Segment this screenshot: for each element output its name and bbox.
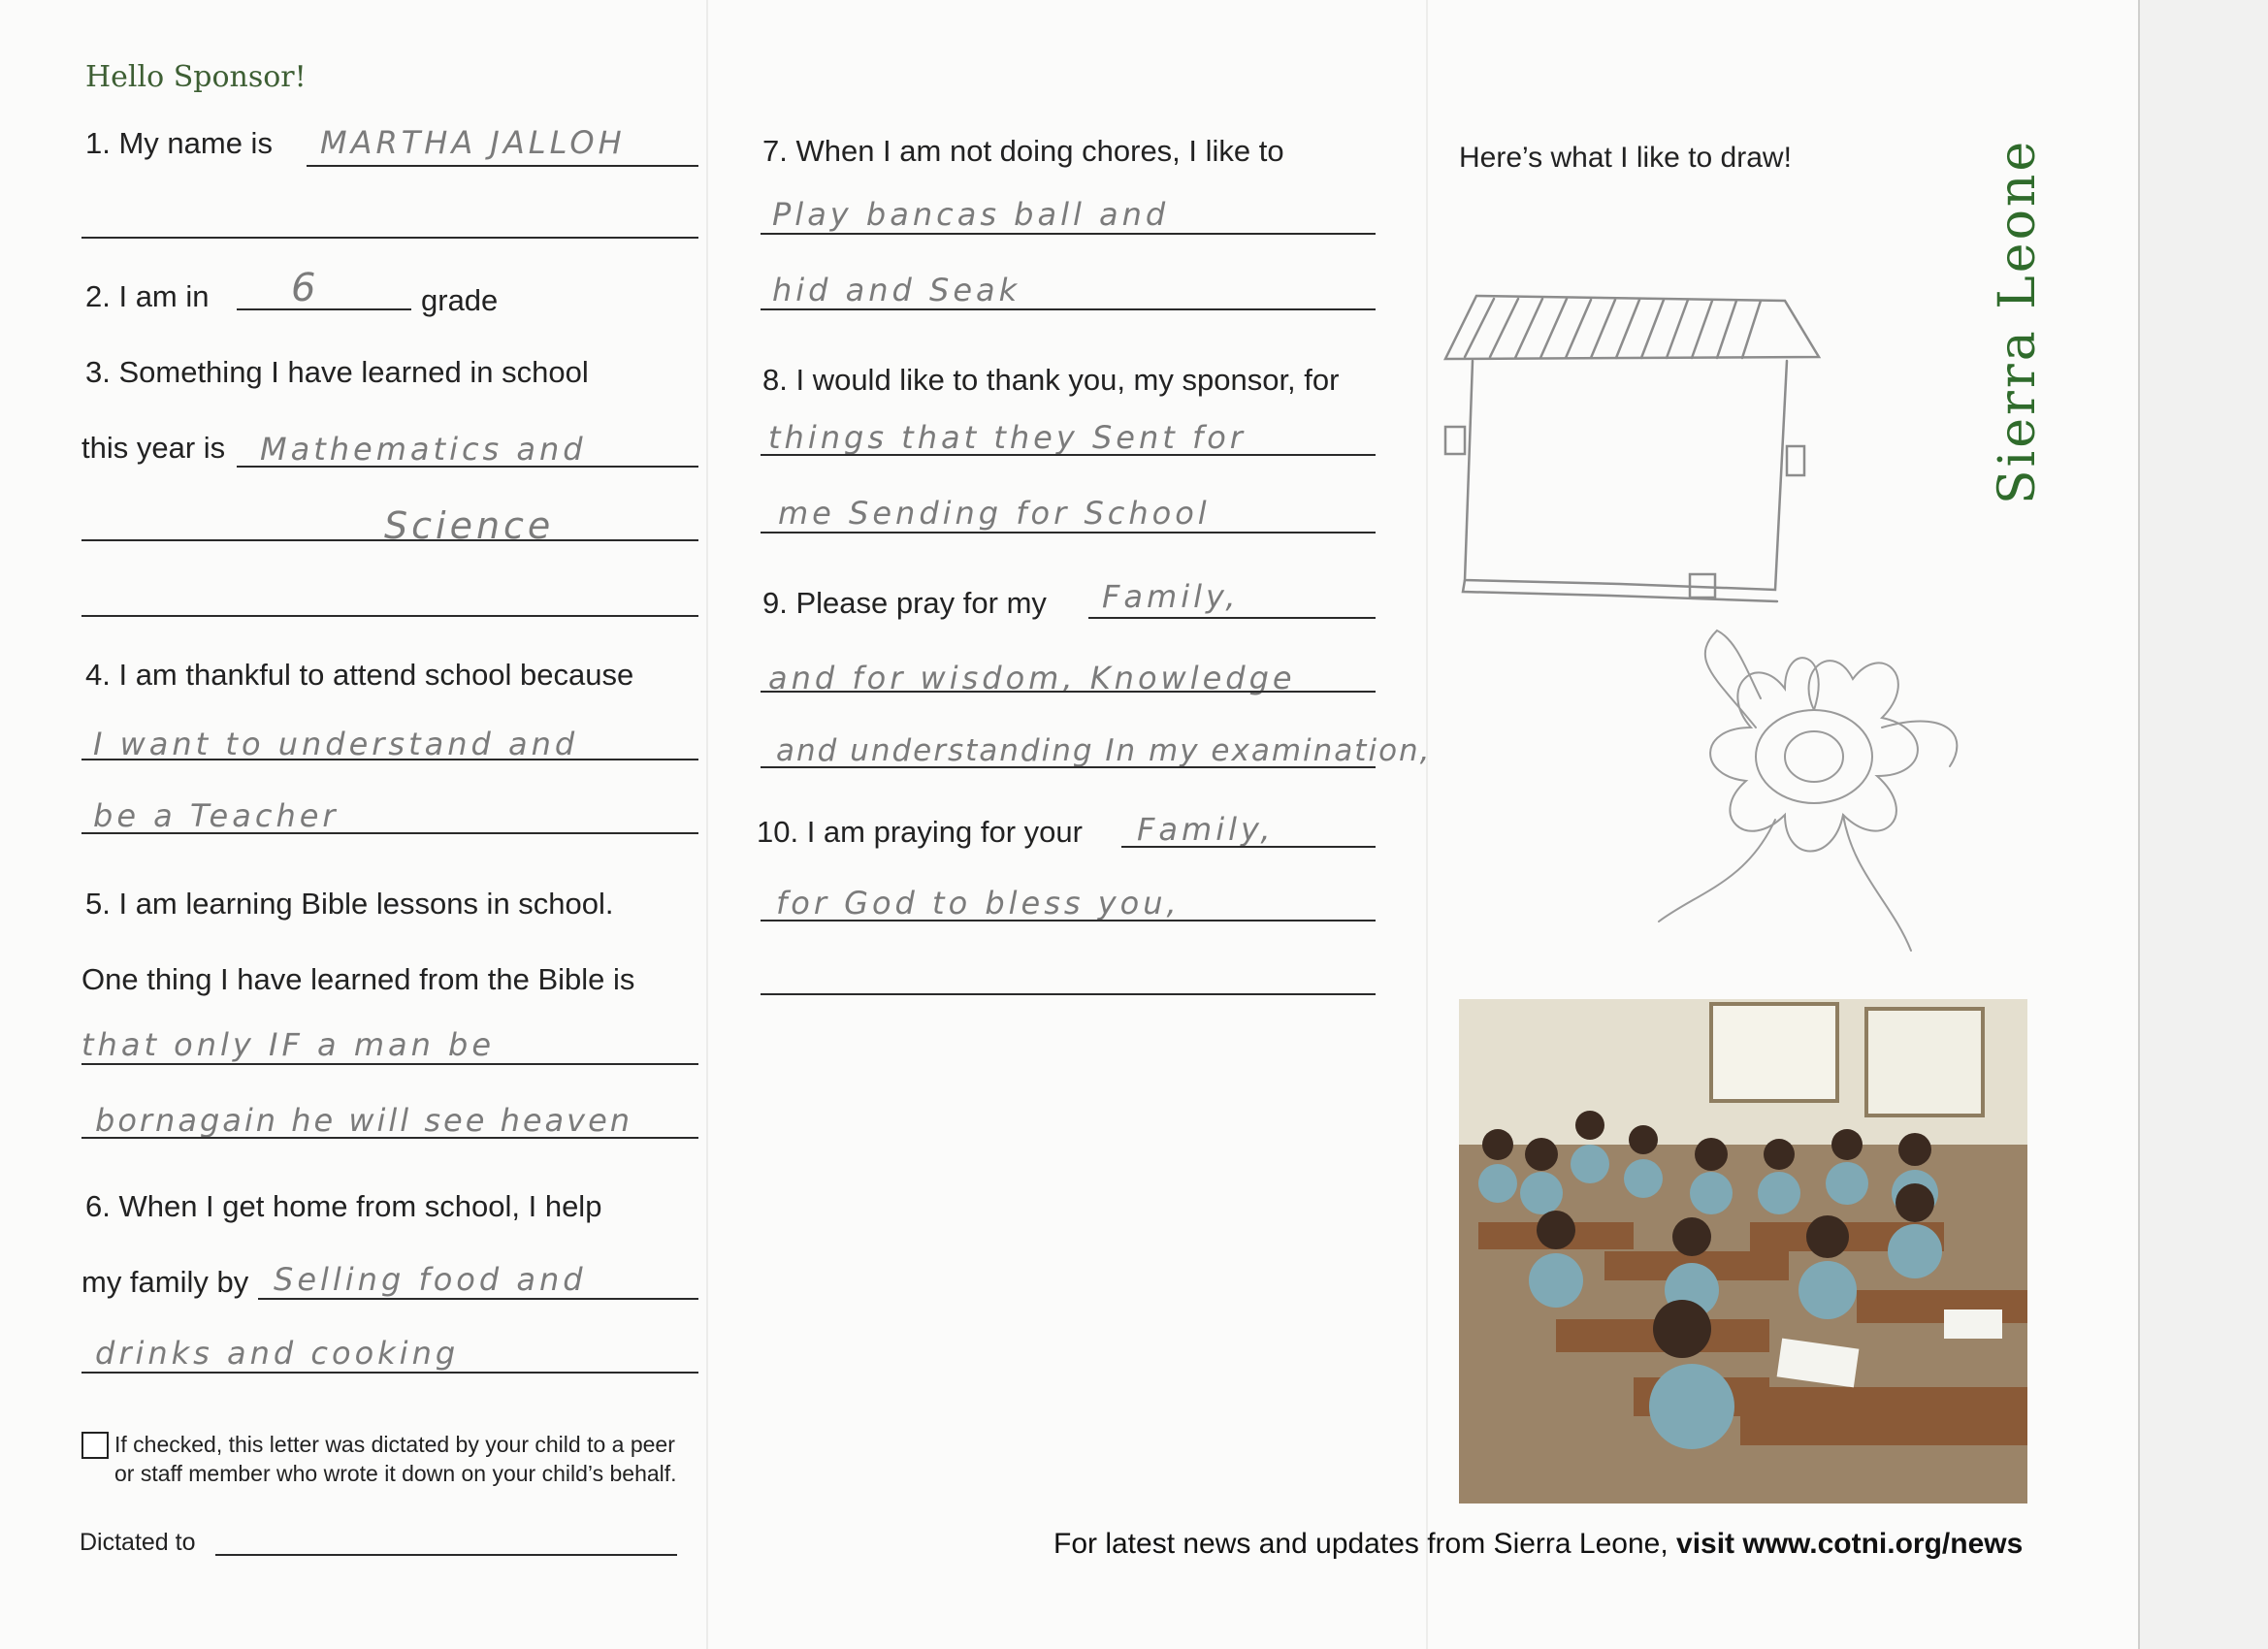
q4-answer-1: I want to understand and xyxy=(93,726,579,762)
drawing-heading: Here’s what I like to draw! xyxy=(1459,142,1792,174)
q5-prompt: 5. I am learning Bible lessons in school. xyxy=(85,887,614,921)
q1-answer: MARTHA JALLOH xyxy=(320,124,626,161)
q6-answer-line-1 xyxy=(258,1298,698,1300)
q2-prompt: 2. I am in xyxy=(85,279,210,313)
dictated-checkbox[interactable] xyxy=(81,1432,109,1459)
q7-answer-line-1 xyxy=(761,233,1376,235)
q10-answer-line-2 xyxy=(761,920,1376,922)
q10-answer-line-3 xyxy=(761,993,1376,995)
q6-answer-line-2 xyxy=(81,1372,698,1374)
footer-lead: For latest news and updates from Sierra Leone, xyxy=(1053,1528,1677,1560)
back-panel-edge xyxy=(2138,0,2268,1649)
house-drawing xyxy=(1445,296,1819,601)
child-drawing xyxy=(1426,272,2027,980)
q3-answer-line-2 xyxy=(81,539,698,541)
checkbox-note-line-2: or staff member who wrote it down on your child’s behalf. xyxy=(114,1461,677,1486)
q8-answer-line-2 xyxy=(761,532,1376,534)
greeting: Hello Sponsor! xyxy=(85,60,307,94)
classroom-photo xyxy=(1459,999,2027,1504)
q9-answer-line-3 xyxy=(761,766,1376,768)
q1-answer-line xyxy=(307,165,698,167)
q6-answer-2: drinks and cooking xyxy=(95,1335,460,1372)
q4-answer-line-1 xyxy=(81,759,698,760)
country-title: Sierra Leone xyxy=(1989,138,2047,504)
dictated-line xyxy=(215,1554,677,1556)
footer-link[interactable]: visit www.cotni.org/news xyxy=(1676,1528,2024,1560)
classroom-photo-illustration xyxy=(1459,999,2027,1504)
q6-answer-1: Selling food and xyxy=(274,1261,587,1298)
fold-line-left xyxy=(706,0,708,1649)
q5-answer-line-1 xyxy=(81,1063,698,1065)
q3-answer-1: Mathematics and xyxy=(260,431,587,468)
q8-answer-2: me Sending for School xyxy=(778,495,1211,532)
q3-answer-2: Science xyxy=(384,504,555,547)
q1-answer-line-2 xyxy=(81,237,698,239)
q8-prompt: 8. I would like to thank you, my sponsor, for xyxy=(762,363,1340,397)
checkbox-note-line-1: If checked, this letter was dictated by your child to a peer xyxy=(114,1432,675,1457)
q2-answer: 6 xyxy=(291,266,320,310)
q2-answer-line xyxy=(237,308,411,310)
footer-text xyxy=(1053,1528,2023,1561)
q10-prompt: 10. I am praying for your xyxy=(757,815,1083,849)
q4-answer-line-2 xyxy=(81,832,698,834)
q3-prompt-cont: this year is xyxy=(81,431,226,465)
q7-answer-1: Play bancas ball and xyxy=(772,196,1170,233)
q7-answer-2: hid and Seak xyxy=(772,272,1021,308)
q4-answer-2: be a Teacher xyxy=(93,797,340,834)
q4-prompt: 4. I am thankful to attend school because xyxy=(85,658,634,692)
q10-answer-line-1 xyxy=(1121,846,1376,848)
q5-answer-2: bornagain he will see heaven xyxy=(95,1102,633,1139)
q9-answer-line-1 xyxy=(1088,617,1376,619)
q7-answer-line-2 xyxy=(761,308,1376,310)
q1-prompt: 1. My name is xyxy=(85,126,273,160)
q5-answer-line-2 xyxy=(81,1137,698,1139)
q10-answer-2: for God to bless you, xyxy=(776,885,1181,922)
q6-prompt: 6. When I get home from school, I help xyxy=(85,1189,602,1223)
q9-answer-2: and for wisdom, Knowledge xyxy=(768,660,1296,696)
q9-answer-line-2 xyxy=(761,691,1376,693)
q5-answer-1: that only IF a man be xyxy=(81,1026,496,1063)
q9-prompt: 9. Please pray for my xyxy=(762,586,1047,620)
q7-prompt: 7. When I am not doing chores, I like to xyxy=(762,134,1284,168)
q5-prompt-cont: One thing I have learned from the Bible is xyxy=(81,962,635,996)
q9-answer-3: and understanding In my examination, xyxy=(776,733,1432,768)
q6-prompt-cont: my family by xyxy=(81,1265,249,1299)
q3-prompt: 3. Something I have learned in school xyxy=(85,355,589,389)
flower-drawing xyxy=(1659,630,1957,951)
q3-answer-line-1 xyxy=(237,466,698,468)
q9-answer-1: Family, xyxy=(1102,578,1240,615)
q8-answer-line-1 xyxy=(761,454,1376,456)
q3-answer-line-3 xyxy=(81,615,698,617)
q2-grade-label: grade xyxy=(421,283,499,317)
q10-answer-1: Family, xyxy=(1137,811,1275,848)
dictated-label: Dictated to xyxy=(80,1529,196,1556)
q8-answer-1: things that they Sent for xyxy=(768,419,1247,456)
